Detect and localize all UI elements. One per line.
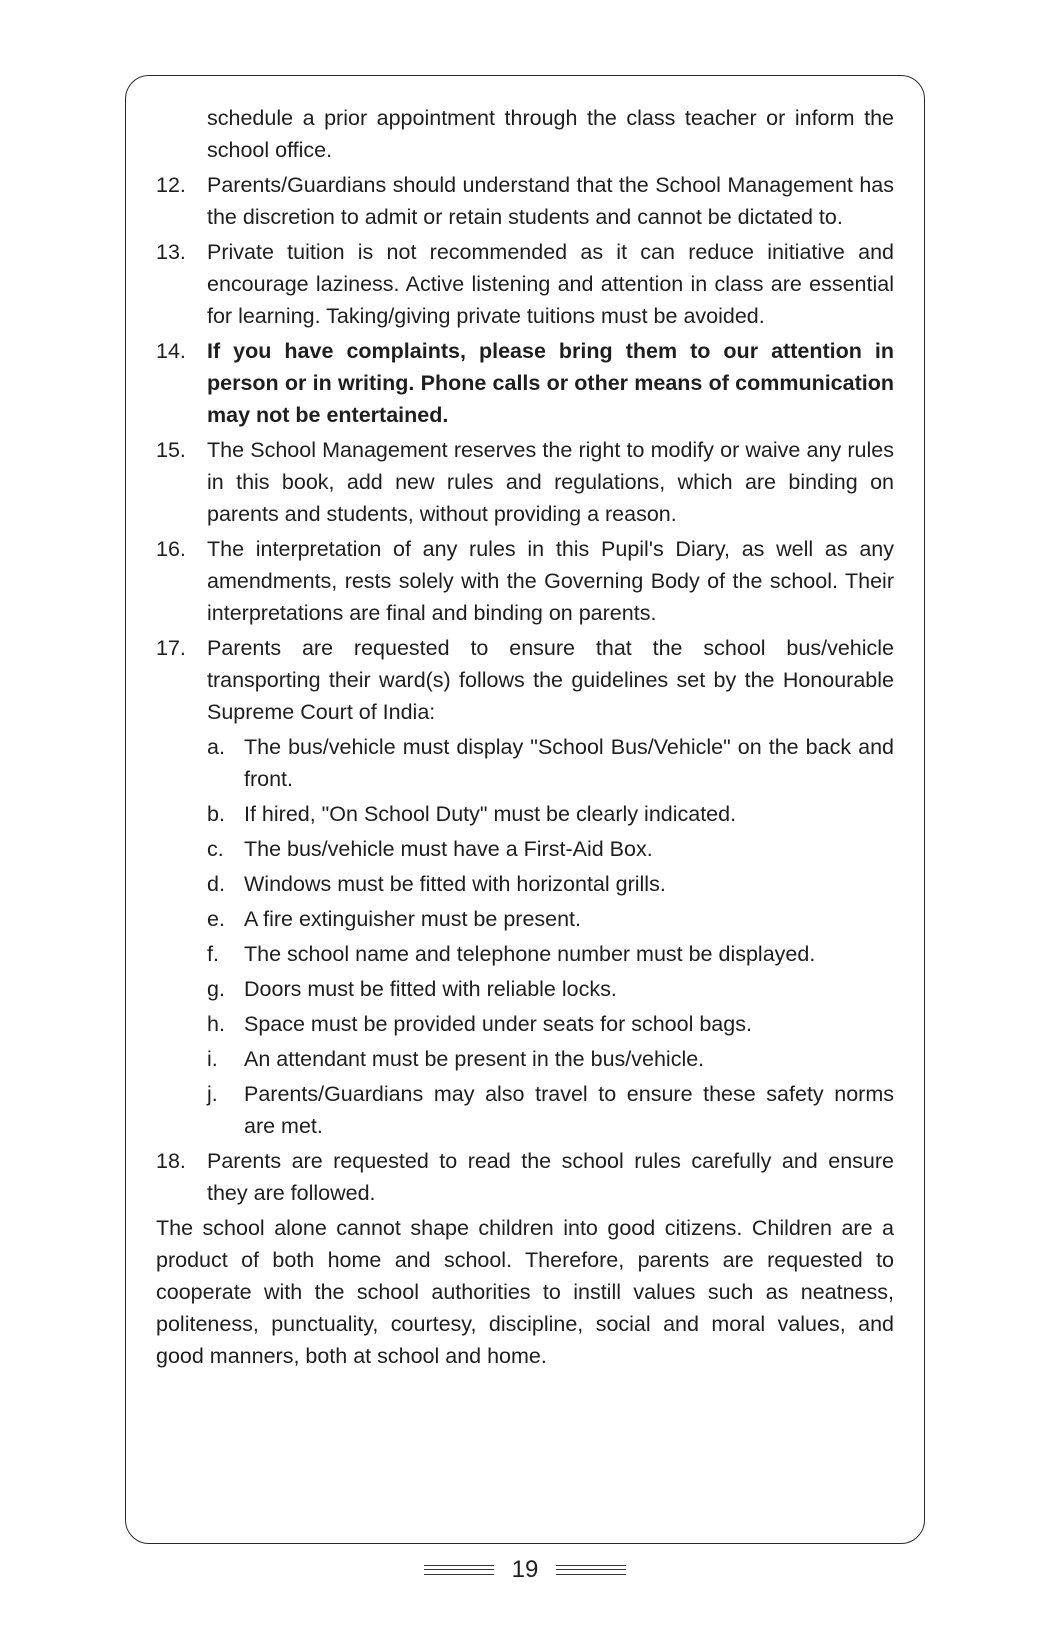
sub-item-letter: f. [207,942,219,966]
sub-item-j [156,1078,894,1142]
item-number: 15. [156,438,186,462]
item-text: Parents are requested to read the school rules carefully and ensure they are followed. [207,1149,894,1205]
rule-item-18 [156,1145,894,1209]
sub-item-letter: e. [207,907,225,931]
sub-item-text: If hired, "On School Duty" must be clearly indicated. [244,802,737,826]
sub-item-a [156,731,894,795]
sub-item-text: An attendant must be present in the bus/vehicle. [244,1047,705,1071]
sub-item-letter: a. [207,735,225,759]
sub-item-letter: d. [207,872,225,896]
sub-item-text: Windows must be fitted with horizontal grills. [244,872,666,896]
sub-item-e [156,903,894,935]
item-number: 17. [156,636,186,660]
item-text: The interpretation of any rules in this Pupil's Diary, as well as any amendments, rests solely with the Governing Body of the school. Their interpretations are final and binding on parents. [207,537,894,625]
sub-item-letter: i. [207,1047,218,1071]
sub-item-text: The bus/vehicle must display "School Bus/Vehicle" on the back and front. [244,735,894,791]
sub-item-text: The school name and telephone number must be displayed. [244,942,816,966]
sub-item-b [156,798,894,830]
sub-item-text: Space must be provided under seats for school bags. [244,1012,752,1036]
item-number: 12. [156,173,186,197]
sub-item-letter: h. [207,1012,225,1036]
sub-item-letter: b. [207,802,225,826]
sub-item-text: The bus/vehicle must have a First-Aid Box. [244,837,653,861]
rule-item-14 [156,335,894,431]
page-footer [0,1552,1050,1588]
sub-item-c [156,833,894,865]
sub-item-letter: c. [207,837,224,861]
rule-item-16 [156,533,894,629]
page-number: 19 [511,1556,539,1583]
sub-item-d [156,868,894,900]
item-number: 13. [156,240,186,264]
item-text: Parents/Guardians should understand that the School Management has the discretion to admit or retain students and cannot be dictated to. [207,173,894,229]
rule-item-15 [156,434,894,530]
sub-item-g [156,973,894,1005]
item-number: 16. [156,537,186,561]
item-number: 14. [156,339,186,363]
item-text: The School Management reserves the right to modify or waive any rules in this book, add new rules and regulations, which are binding on parents and students, without providing a reason. [207,438,894,526]
sub-item-text: Parents/Guardians may also travel to ensure these safety norms are met. [244,1082,894,1138]
closing-paragraph: The school alone cannot shape children into good citizens. Children are a product of both home and school. Therefore, parents are requested to cooperate with the school authorities to instill values such as neatness, politeness, punctuality, courtesy, discipline, social and moral values, and good manners, both at school and home. [156,1216,894,1368]
footer-rule-right [556,1565,626,1575]
item-text: Parents are requested to ensure that the school bus/vehicle transporting their ward(s) follows the guidelines set by the Honourable Supreme Court of India: [207,636,894,724]
rule-item-12 [156,169,894,233]
sub-item-letter: j. [207,1082,218,1106]
item-text: If you have complaints, please bring them to our attention in person or in writing. Phone calls or other means of communication may not be entertained. [207,339,894,427]
sub-item-f [156,938,894,970]
sub-item-i [156,1043,894,1075]
sub-item-text: A fire extinguisher must be present. [244,907,582,931]
sub-item-letter: g. [207,977,225,1001]
item-text: Private tuition is not recommended as it can reduce initiative and encourage laziness. Active listening and attention in class are essential for learning. Taking/giving private tuitions must be avoided. [207,240,894,328]
sub-item-text: Doors must be fitted with reliable locks. [244,977,617,1001]
sub-item-h [156,1008,894,1040]
page-content [156,102,894,1372]
continuation-text: schedule a prior appointment through the class teacher or inform the school office. [207,106,894,162]
rule-item-17 [156,632,894,728]
item-number: 18. [156,1149,186,1173]
footer-rule-left [424,1565,494,1575]
rule-item-13 [156,236,894,332]
